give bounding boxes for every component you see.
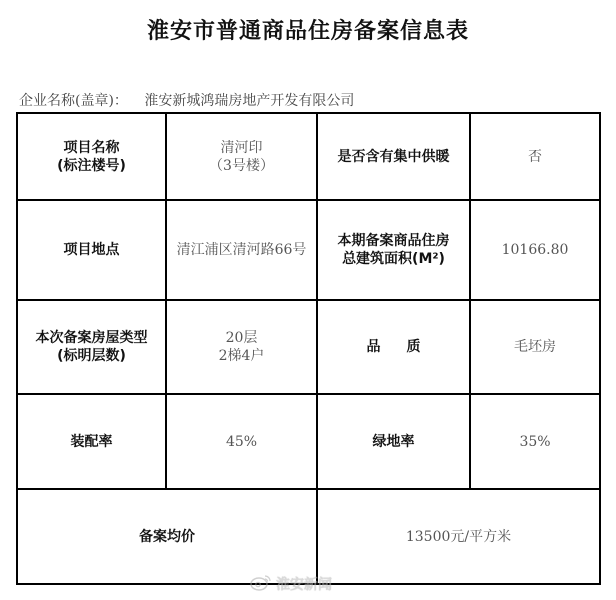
central-heating-value: 否 bbox=[470, 113, 600, 200]
watermark-text: 淮安新闻 bbox=[276, 577, 332, 593]
prefab-rate-value: 45% bbox=[166, 394, 317, 489]
green-rate-label: 绿地率 bbox=[317, 394, 470, 489]
watermark bbox=[250, 573, 332, 595]
table-row bbox=[17, 394, 600, 489]
table-row bbox=[17, 200, 600, 300]
average-price-label: 备案均价 bbox=[17, 489, 317, 584]
table-row bbox=[17, 489, 600, 584]
housing-type-value: 20层 2梯4户 bbox=[166, 300, 317, 394]
project-location-label: 项目地点 bbox=[17, 200, 166, 300]
prefab-rate-label: 装配率 bbox=[17, 394, 166, 489]
total-floor-area-value: 10166.80 bbox=[470, 200, 600, 300]
registration-info-table bbox=[16, 112, 601, 585]
document-title: 淮安市普通商品住房备案信息表 bbox=[146, 19, 469, 44]
quality-label: 品质 bbox=[317, 300, 470, 394]
total-floor-area-label: 本期备案商品住房 总建筑面积(M²) bbox=[317, 200, 470, 300]
company-line bbox=[19, 90, 354, 110]
average-price-value: 13500元/平方米 bbox=[317, 489, 600, 584]
central-heating-label: 是否含有集中供暖 bbox=[317, 113, 470, 200]
company-label: 企业名称(盖章)： bbox=[19, 93, 128, 109]
quality-value: 毛坯房 bbox=[470, 300, 600, 394]
table-row bbox=[17, 113, 600, 200]
green-rate-value: 35% bbox=[470, 394, 600, 489]
weibo-icon bbox=[250, 573, 272, 595]
table-row bbox=[17, 300, 600, 394]
project-name-label: 项目名称 (标注楼号) bbox=[17, 113, 166, 200]
company-name: 淮安新城鸿瑞房地产开发有限公司 bbox=[144, 93, 355, 109]
housing-type-label: 本次备案房屋类型 (标明层数) bbox=[17, 300, 166, 394]
project-name-value: 清河印 （3号楼） bbox=[166, 113, 317, 200]
project-location-value: 清江浦区清河路66号 bbox=[166, 200, 317, 300]
